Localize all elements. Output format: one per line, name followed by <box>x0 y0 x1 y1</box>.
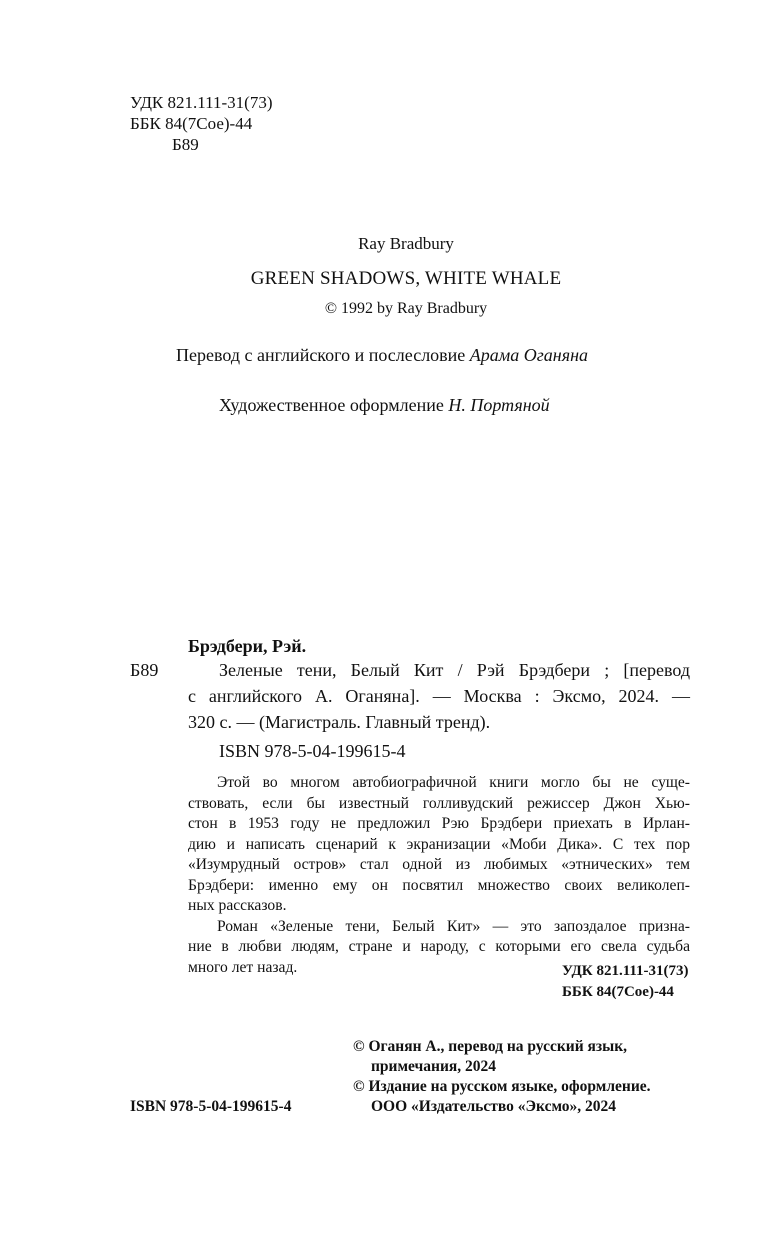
copyright-edition: © Издание на русском языке, оформление. <box>353 1078 651 1095</box>
card-isbn: ISBN 978-5-04-199615-4 <box>219 741 406 761</box>
annotation-line: «Изумрудный остров» стал одной из любимых «этнических» тем <box>188 856 690 873</box>
original-title: GREEN SHADOWS, WHITE WHALE <box>250 268 562 289</box>
annotation-line: ных рассказов. <box>188 897 287 914</box>
translation-prefix: Перевод с английского и послесловие <box>176 345 466 365</box>
card-desc-line: с английского А. Оганяна]. — Москва : Эксмо, 2024. — <box>188 686 690 706</box>
annotation-line: Брэдбери: именно ему он посвятил множество своих великолеп- <box>188 876 690 894</box>
udk-code: УДК 821.111-31(73) <box>130 93 273 112</box>
footer-bbk: ББК 84(7Сое)-44 <box>562 984 674 1000</box>
annotation-line: много лет назад. <box>188 958 298 976</box>
design-credit <box>219 395 550 416</box>
designer-name: Н. Портяной <box>448 395 550 415</box>
annotation-line: Этой во многом автобиографичной книги могло бы не суще- <box>217 774 690 791</box>
footer-udk: УДК 821.111-31(73) <box>562 963 689 979</box>
card-desc-line: 320 с. — (Магистраль. Главный тренд). <box>188 712 491 732</box>
design-prefix: Художественное оформление <box>219 395 444 415</box>
annotation-line: ствовать, если бы известный голливудский режиссер Джон Хью- <box>188 794 690 812</box>
card-desc-line: Зеленые тени, Белый Кит / Рэй Брэдбери ; [перевод <box>219 660 690 680</box>
annotation-line: стон в 1953 году не предложил Рэю Брэдбери приехать в Ирлан- <box>188 815 690 832</box>
copyright-translation: © Оганян А., перевод на русский язык, <box>353 1038 628 1055</box>
annotation <box>188 773 690 978</box>
author-mark: Б89 <box>172 135 199 154</box>
original-author: Ray Bradbury <box>358 234 454 253</box>
translation-credit <box>176 345 588 366</box>
card-description <box>188 657 690 735</box>
copyright-edition-cont: ООО «Издательство «Эксмо», 2024 <box>371 1098 617 1115</box>
bottom-isbn: ISBN 978-5-04-199615-4 <box>130 1098 292 1115</box>
copyright-translation-cont: примечания, 2024 <box>371 1058 497 1075</box>
translator-name: Арама Оганяна <box>469 345 589 365</box>
bbk-code: ББК 84(7Сое)-44 <box>130 114 253 133</box>
annotation-line: дию и написать сценарий к экранизации «Моби Дика». С тех пор <box>188 835 690 853</box>
card-author-heading: Брэдбери, Рэй. <box>188 636 307 656</box>
annotation-line: ние в любви людям, стране и народу, с которыми его свела судьба <box>188 938 690 955</box>
annotation-line: Роман «Зеленые тени, Белый Кит» — это запоздалое призна- <box>217 917 690 935</box>
original-copyright: © 1992 by Ray Bradbury <box>324 300 488 317</box>
card-mark: Б89 <box>130 660 159 680</box>
